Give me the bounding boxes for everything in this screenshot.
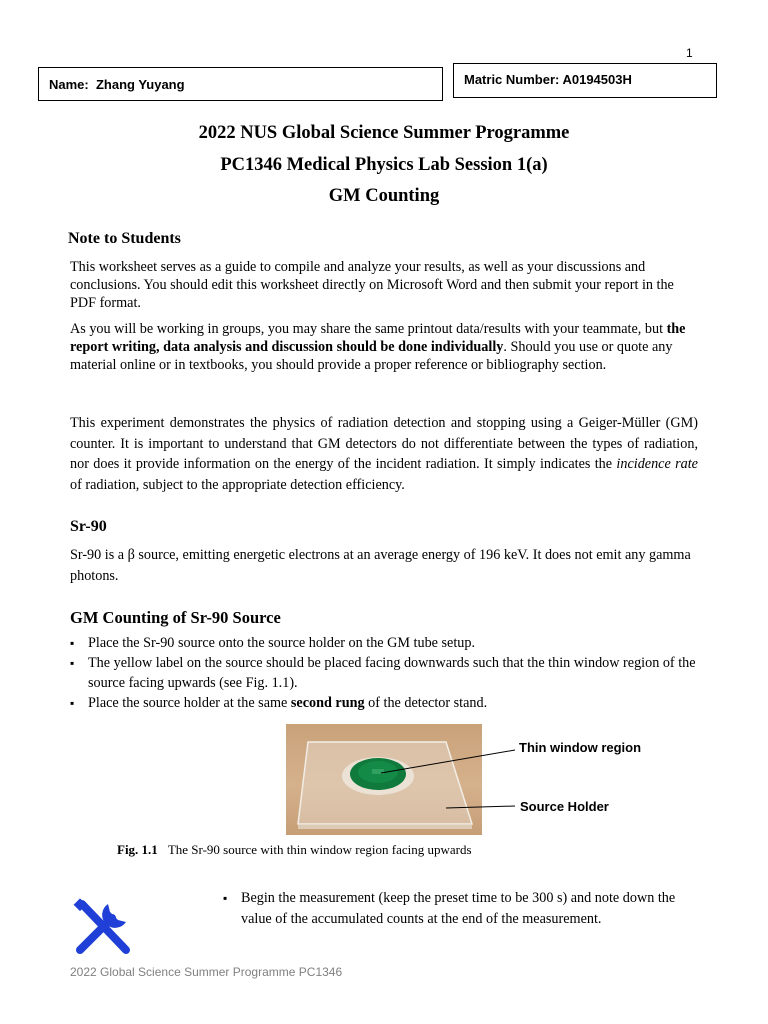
- window-callout-line: [381, 750, 515, 773]
- thin-window-label: Thin window region: [519, 740, 642, 755]
- note-paragraph-3: [70, 413, 698, 495]
- sr90-text: Sr-90 is a β source, emitting energetic electrons at an average energy of 196 keV. It does not emit any gamma photons.: [70, 547, 691, 584]
- p2-text-b: . Should you use or quote any material online or in textbooks, you should provide a proper reference or bibliography section.: [70, 339, 673, 373]
- callout-lines: [380, 740, 530, 820]
- p3-text-b: of radiation, subject to the appropriate detection efficiency.: [70, 476, 405, 493]
- title-topic: GM Counting: [328, 186, 440, 206]
- caption-label: Fig. 1.1: [117, 842, 158, 857]
- figure-caption: [117, 842, 472, 858]
- gm-bullet-list: [70, 633, 700, 713]
- bullet-yellow-label: ▪ The yellow label on the source should be placed facing downwards such that the thin window region of the source facing upwards (see Fig. 1.1).: [70, 653, 700, 693]
- name-text: Name: Zhang Yuyang: [49, 77, 185, 92]
- bullet3-text-a: Place the source holder at the same: [88, 695, 291, 711]
- bullet-place-source: ▪ Place the Sr-90 source onto the source holder on the GM tube setup.: [70, 633, 700, 653]
- name-field: [38, 67, 443, 101]
- page-number: 1: [686, 46, 693, 60]
- bullet3-text-b: of the detector stand.: [364, 695, 488, 711]
- p2-text-a: As you will be working in groups, you may share the same printout data/results with your teammate, but: [70, 321, 667, 337]
- p2-bold: the report writing, data analysis and discussion should be done individually: [70, 321, 686, 355]
- sr90-heading: Sr-90: [70, 518, 107, 535]
- title-session: PC1346 Medical Physics Lab Session 1(a): [220, 155, 548, 175]
- note-heading: Note to Students: [68, 230, 181, 247]
- bullet-second-rung: [70, 693, 700, 713]
- title-programme: 2022 NUS Global Science Summer Programme: [198, 123, 570, 143]
- note-paragraph-1: This worksheet serves as a guide to compile and analyze your results, as well as your discussions and conclusions. You should edit this worksheet directly on Microsoft Word and then submit your report in the PDF format.: [70, 259, 674, 311]
- p3-italic: incidence rate: [616, 456, 698, 472]
- measurement-list: [223, 888, 698, 930]
- note-paragraph-2: [70, 320, 698, 374]
- holder-callout-line: [446, 806, 515, 808]
- bullet3-bold: second rung: [290, 695, 365, 711]
- tools-icon: [72, 896, 134, 958]
- matric-field: [453, 63, 717, 98]
- p3-text-a: This experiment demonstrates the physics of radiation detection and stopping using a Geiger-Müller (GM) counter. It is important to understand that GM detectors do not differentiate between the types of radiation, nor does it provide information on the energy of the incident radiation. It simply indicates the: [70, 415, 698, 472]
- source-holder-label: Source Holder: [520, 799, 609, 814]
- page-footer: 2022 Global Science Summer Programme PC1346: [70, 965, 343, 979]
- plate-edge: [298, 824, 472, 829]
- gm-heading: GM Counting of Sr-90 Source: [70, 608, 281, 627]
- matric-text: Matric Number: A0194503H: [464, 72, 632, 87]
- caption-text: The Sr-90 source with thin window region facing upwards: [167, 842, 472, 857]
- bullet-begin-measurement: ▪ Begin the measurement (keep the preset time to be 300 s) and note down the value of the accumulated counts at the end of the measurement.: [223, 888, 698, 930]
